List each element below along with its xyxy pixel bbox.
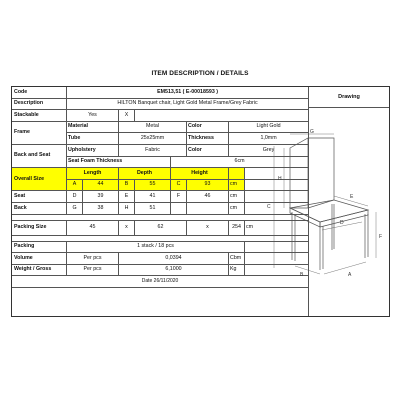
dim-label-e: E xyxy=(350,194,354,200)
dim-g-value: 38 xyxy=(83,202,119,214)
dim-b-letter: B xyxy=(119,179,135,191)
dim-a-letter: A xyxy=(67,179,83,191)
code-value: EM513,51 ( E-00018593 ) xyxy=(67,87,309,99)
dim-label-b: B xyxy=(300,272,304,278)
chair-outline xyxy=(274,134,376,274)
dim-d-value: 39 xyxy=(83,191,119,203)
volume-label: Volume xyxy=(12,253,67,265)
upholstery-value: Fabric xyxy=(119,144,187,156)
foam-value: 6cm xyxy=(171,156,309,168)
dim-e-letter: E xyxy=(119,191,135,203)
code-label: Code xyxy=(12,87,67,99)
dim-g-letter: G xyxy=(67,202,83,214)
foam-label: Seat Foam Thickness xyxy=(67,156,171,168)
dim-h-value: 51 xyxy=(135,202,171,214)
dim-label-a: A xyxy=(348,272,352,278)
overall-label: Overall Size xyxy=(12,168,67,191)
upholstery-label: Upholstery xyxy=(67,144,119,156)
drawing-header: Drawing xyxy=(308,86,390,108)
date-value: Date 26/11/2020 xyxy=(12,276,309,288)
volume-per: Per pcs xyxy=(67,253,119,265)
packing-size-x2: x xyxy=(187,220,229,235)
upholstery-color-value: Grey xyxy=(229,144,309,156)
depth-header: Depth xyxy=(119,168,171,180)
material-label: Material xyxy=(67,121,119,133)
dim-e-value: 41 xyxy=(135,191,171,203)
overall-unit: cm xyxy=(229,179,245,191)
packing-size-label: Packing Size xyxy=(12,220,67,235)
weight-per: Per pcs xyxy=(67,264,119,276)
description-label: Description xyxy=(12,98,67,110)
thickness-label: Thickness xyxy=(187,133,229,145)
sheet-title: ITEM DESCRIPTION / DETAILS xyxy=(151,70,249,77)
thickness-value: 1,0mm xyxy=(229,133,309,145)
weight-value: 6,1000 xyxy=(119,264,229,276)
dim-d-letter: D xyxy=(67,191,83,203)
length-header: Length xyxy=(67,168,119,180)
dim-label-h: H xyxy=(278,176,282,182)
packing-size-x1: x xyxy=(119,220,135,235)
height-header: Height xyxy=(171,168,229,180)
dim-h-letter: H xyxy=(119,202,135,214)
dim-label-g: G xyxy=(310,129,314,135)
chair-back-outline xyxy=(290,138,334,208)
dim-a-value: 44 xyxy=(83,179,119,191)
dim-c-value: 93 xyxy=(187,179,229,191)
dim-f-letter: F xyxy=(171,191,187,203)
packing-size-v2: 62 xyxy=(135,220,187,235)
upholstery-color-label: Color xyxy=(187,144,229,156)
frame-color-value: Light Gold xyxy=(229,121,309,133)
packing-label: Packing xyxy=(12,241,67,253)
dim-c-letter: C xyxy=(171,179,187,191)
dim-label-d: D xyxy=(340,220,344,226)
chair-drawing xyxy=(262,128,392,278)
backseat-label: Back and Seat xyxy=(12,144,67,167)
dim-label-f: F xyxy=(379,234,383,240)
weight-label: Weight / Gross xyxy=(12,264,67,276)
seat-unit: cm xyxy=(229,191,245,203)
tube-value: 25x25mm xyxy=(119,133,187,145)
stackable-label: Stackable xyxy=(12,110,67,122)
frame-color-label: Color xyxy=(187,121,229,133)
packing-size-unit: cm xyxy=(245,220,309,235)
back-unit: cm xyxy=(229,202,245,214)
description-value: HILTON Banquet chair, Light Gold Metal Frame/Grey Fabric xyxy=(67,98,309,110)
tube-label: Tube xyxy=(67,133,119,145)
volume-unit: Cbm xyxy=(229,253,245,265)
volume-value: 0,0394 xyxy=(119,253,229,265)
stackable-yes: Yes xyxy=(67,110,119,122)
dim-b-value: 55 xyxy=(135,179,171,191)
dim-label-c: C xyxy=(267,204,271,210)
back-label: Back xyxy=(12,202,67,214)
dim-f-value: 46 xyxy=(187,191,229,203)
frame-label: Frame xyxy=(12,121,67,144)
seat-label: Seat xyxy=(12,191,67,203)
material-value: Metal xyxy=(119,121,187,133)
packing-value: 1 stack / 18 pcs xyxy=(67,241,245,253)
packing-size-v3: 254 xyxy=(229,220,245,235)
packing-size-v1: 45 xyxy=(67,220,119,235)
stackable-mark: X xyxy=(119,110,135,122)
weight-unit: Kg xyxy=(229,264,245,276)
